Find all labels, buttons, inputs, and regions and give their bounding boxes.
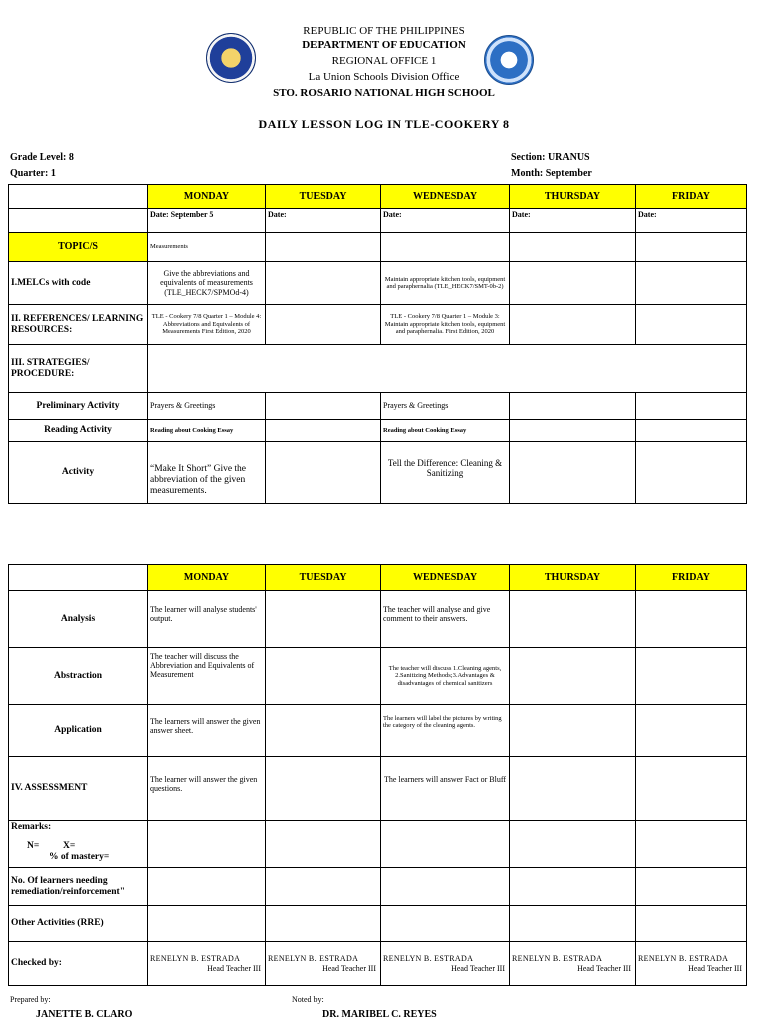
analysis-monday: The learner will analyse students' output. xyxy=(148,591,266,648)
header-division: La Union Schools Division Office xyxy=(308,71,460,83)
empty-cell xyxy=(510,393,636,420)
activity-wednesday: Tell the Difference: Cleaning & Sanitizing xyxy=(381,442,510,504)
empty-cell xyxy=(266,305,381,345)
empty-cell xyxy=(636,233,747,262)
date-monday: Date: September 5 xyxy=(148,209,266,233)
empty-cell xyxy=(636,262,747,305)
application-label: Application xyxy=(9,705,148,757)
empty-cell xyxy=(510,757,636,821)
corner-cell xyxy=(9,185,148,209)
abstraction-monday: The teacher will discuss the Abbreviation and Equivalents of Measurement xyxy=(148,648,266,705)
date-tuesday: Date: xyxy=(266,209,381,233)
strategies-label: III. STRATEGIES/ PROCEDURE: xyxy=(9,345,148,393)
day-header-friday: FRIDAY xyxy=(636,565,747,591)
empty-cell xyxy=(266,906,381,942)
empty-cell xyxy=(381,906,510,942)
topics-label: TOPIC/S xyxy=(9,233,148,262)
empty-cell xyxy=(266,757,381,821)
empty-cell xyxy=(266,442,381,504)
table-row xyxy=(9,262,747,305)
empty-cell xyxy=(266,591,381,648)
quarter: Quarter: 1 xyxy=(10,168,56,179)
table-row xyxy=(9,233,747,262)
checker-title: Head Teacher III xyxy=(577,963,631,973)
empty-cell xyxy=(266,868,381,906)
section: Section: URANUS xyxy=(511,152,590,163)
checked-by-label: Checked by: xyxy=(9,942,148,986)
table-row xyxy=(9,591,747,648)
day-header-tuesday: TUESDAY xyxy=(266,185,381,209)
checker-name: RENELYN B. ESTRADA xyxy=(512,954,603,964)
empty-cell xyxy=(266,233,381,262)
empty-cell xyxy=(381,868,510,906)
table-row xyxy=(9,393,747,420)
table-row xyxy=(9,185,747,209)
date-wednesday: Date: xyxy=(381,209,510,233)
remarks-cell xyxy=(9,821,148,868)
checker-title: Head Teacher III xyxy=(322,963,376,973)
table-row xyxy=(9,420,747,442)
preliminary-wednesday: Prayers & Greetings xyxy=(381,393,510,420)
empty-cell xyxy=(636,591,747,648)
checker-name: RENELYN B. ESTRADA xyxy=(268,954,359,964)
empty-cell xyxy=(266,420,381,442)
empty-cell xyxy=(636,305,747,345)
references-wednesday: TLE - Cookery 7/8 Quarter 1 – Module 3: Maintain appropriate kitchen tools, equipment and paraphernalia. First Edition, 2020 xyxy=(381,305,510,345)
empty-cell xyxy=(636,442,747,504)
noted-by-name: DR. MARIBEL C. REYES xyxy=(322,1009,437,1020)
empty-cell xyxy=(510,648,636,705)
empty-cell xyxy=(510,705,636,757)
analysis-label: Analysis xyxy=(9,591,148,648)
empty-cell xyxy=(636,757,747,821)
empty-cell xyxy=(510,420,636,442)
references-label: II. REFERENCES/ LEARNING RESOURCES: xyxy=(9,305,148,345)
header-school: STO. ROSARIO NATIONAL HIGH SCHOOL xyxy=(273,87,495,99)
abstraction-wednesday: The teacher will discuss 1.Cleaning agents, 2.Sanitizing Methods;3.Advantages & disadvantages of chemical sanitizers xyxy=(381,648,510,705)
empty-cell xyxy=(510,591,636,648)
references-monday: TLE - Cookery 7/8 Quarter 1 – Module 4: Abbreviations and Equivalents of Measurements First Edition, 2020 xyxy=(148,305,266,345)
prepared-by-label: Prepared by: xyxy=(10,995,51,1004)
empty-cell xyxy=(148,906,266,942)
day-header-tuesday: TUESDAY xyxy=(266,565,381,591)
header-republic: REPUBLIC OF THE PHILIPPINES xyxy=(303,25,465,37)
day-header-wednesday: WEDNESDAY xyxy=(381,185,510,209)
date-friday: Date: xyxy=(636,209,747,233)
empty-cell xyxy=(266,705,381,757)
noted-by-label: Noted by: xyxy=(292,995,324,1004)
empty-cell xyxy=(636,868,747,906)
empty-cell xyxy=(381,233,510,262)
day-header-wednesday: WEDNESDAY xyxy=(381,565,510,591)
checked-friday xyxy=(636,942,747,986)
strategies-cell xyxy=(148,345,747,393)
table-row xyxy=(9,305,747,345)
assessment-label: IV. ASSESSMENT xyxy=(9,757,148,821)
table-row xyxy=(9,209,747,233)
empty-cell xyxy=(636,906,747,942)
checker-name: RENELYN B. ESTRADA xyxy=(638,954,729,964)
empty-cell xyxy=(510,233,636,262)
day-header-thursday: THURSDAY xyxy=(510,565,636,591)
day-header-thursday: THURSDAY xyxy=(510,185,636,209)
checker-title: Head Teacher III xyxy=(451,963,505,973)
empty-cell xyxy=(510,821,636,868)
table-row xyxy=(9,705,747,757)
table-row xyxy=(9,345,747,393)
table-row xyxy=(9,942,747,986)
empty-cell xyxy=(510,262,636,305)
melc-monday: Give the abbreviations and equivalents of measurements (TLE_HECK7/SPMOd-4) xyxy=(148,262,266,305)
empty-cell xyxy=(148,868,266,906)
table-row xyxy=(9,906,747,942)
empty-cell xyxy=(9,209,148,233)
topics-monday: Measurements xyxy=(148,233,266,262)
empty-cell xyxy=(510,906,636,942)
empty-cell xyxy=(266,393,381,420)
empty-cell xyxy=(636,705,747,757)
header-region: REGIONAL OFFICE 1 xyxy=(331,55,437,67)
assessment-wednesday: The learners will answer Fact or Bluff xyxy=(381,757,510,821)
table-row xyxy=(9,565,747,591)
remarks-nx: N= X= xyxy=(27,840,76,851)
lesson-log-table-2 xyxy=(8,564,747,986)
empty-cell xyxy=(636,821,747,868)
date-thursday: Date: xyxy=(510,209,636,233)
table-row xyxy=(9,757,747,821)
checker-title: Head Teacher III xyxy=(207,963,261,973)
empty-cell xyxy=(510,868,636,906)
checked-wednesday xyxy=(381,942,510,986)
lesson-log-table-1 xyxy=(8,184,747,504)
empty-cell xyxy=(636,393,747,420)
table-row xyxy=(9,442,747,504)
empty-cell xyxy=(266,648,381,705)
page-title: DAILY LESSON LOG IN TLE-COOKERY 8 xyxy=(258,117,510,131)
corner-cell xyxy=(9,565,148,591)
analysis-wednesday: The teacher will analyse and give comment to their answers. xyxy=(381,591,510,648)
preliminary-monday: Prayers & Greetings xyxy=(148,393,266,420)
remarks-mastery: % of mastery= xyxy=(49,851,110,862)
other-activities-label: Other Activities (RRE) xyxy=(9,906,148,942)
empty-cell xyxy=(636,420,747,442)
checked-monday xyxy=(148,942,266,986)
activity-label: Activity xyxy=(9,442,148,504)
reading-monday: Reading about Cooking Essay xyxy=(148,420,266,442)
abstraction-label: Abstraction xyxy=(9,648,148,705)
header-department: DEPARTMENT OF EDUCATION xyxy=(302,39,466,51)
table-row xyxy=(9,648,747,705)
checker-name: RENELYN B. ESTRADA xyxy=(383,954,474,964)
day-header-monday: MONDAY xyxy=(148,565,266,591)
assessment-monday: The learner will answer the given questions. xyxy=(148,757,266,821)
activity-monday: “Make It Short” Give the abbreviation of the given measurements. xyxy=(148,442,266,504)
empty-cell xyxy=(266,262,381,305)
reading-label: Reading Activity xyxy=(9,420,148,442)
empty-cell xyxy=(510,305,636,345)
remarks-label: Remarks: xyxy=(11,822,52,832)
table-row xyxy=(9,821,747,868)
checked-thursday xyxy=(510,942,636,986)
empty-cell xyxy=(266,821,381,868)
day-header-monday: MONDAY xyxy=(148,185,266,209)
remediation-label: No. Of learners needing remediation/reinforcement" xyxy=(9,868,148,906)
application-wednesday: The learners will label the pictures by writing the category of the cleaning agents. xyxy=(381,705,510,757)
empty-cell xyxy=(148,821,266,868)
month: Month: September xyxy=(511,168,592,179)
checked-tuesday xyxy=(266,942,381,986)
prepared-by-name: JANETTE B. CLARO xyxy=(36,1009,133,1020)
melc-label: I.MELCs with code xyxy=(9,262,148,305)
melc-wednesday: Maintain appropriate kitchen tools, equipment and paraphernalia (TLE_HECK7/SMT-0b-2) xyxy=(381,262,510,305)
table-row xyxy=(9,868,747,906)
empty-cell xyxy=(510,442,636,504)
grade-level: Grade Level: 8 xyxy=(10,152,74,163)
checker-name: RENELYN B. ESTRADA xyxy=(150,954,241,964)
empty-cell xyxy=(381,821,510,868)
checker-title: Head Teacher III xyxy=(688,963,742,973)
preliminary-label: Preliminary Activity xyxy=(9,393,148,420)
application-monday: The learners will answer the given answer sheet. xyxy=(148,705,266,757)
empty-cell xyxy=(636,648,747,705)
day-header-friday: FRIDAY xyxy=(636,185,747,209)
reading-wednesday: Reading about Cooking Essay xyxy=(381,420,510,442)
